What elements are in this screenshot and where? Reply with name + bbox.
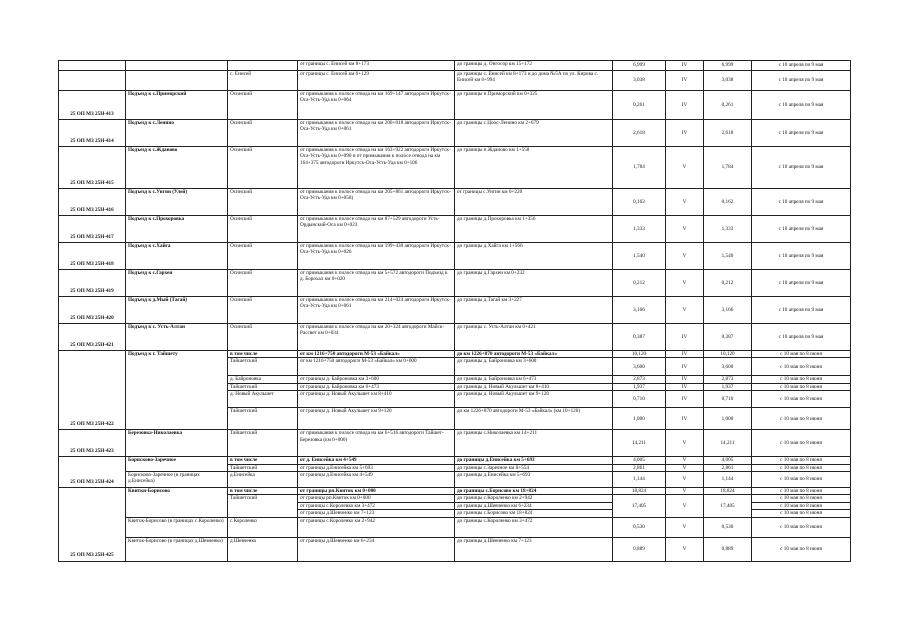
- category-cell: IV: [666, 408, 704, 430]
- category-cell: V: [666, 537, 704, 561]
- restricted-length-cell: 1,784: [704, 147, 752, 189]
- road-name-cell: Подъезд к с.Приморский: [126, 91, 228, 120]
- restricted-length-cell: 14,211: [704, 430, 752, 457]
- district-cell: Осинский: [228, 120, 298, 147]
- road-code-cell: 25 ОП МЗ 25Н-413: [59, 91, 126, 120]
- district-cell: д. Байроновка: [228, 376, 298, 383]
- road-name-cell: Квиток-Борисово (в границах д.Шевченко): [126, 537, 228, 561]
- category-cell: IV: [666, 120, 704, 147]
- road-name-cell: Борисково-Заречное: [126, 457, 228, 472]
- district-cell: Осинский: [228, 147, 298, 189]
- segment-from-cell: от примыкания к полосе отвода на км 169+147 автодороги Иркутск-Оса-Усть-Уда км 0+064: [298, 91, 455, 120]
- category-cell: V: [666, 297, 704, 324]
- category-cell: V: [666, 488, 704, 495]
- segment-from-cell: от примыкания к полосе отвода на км 6+516 автодороги Тайшет-Березовка (км 0+000): [298, 430, 455, 457]
- category-cell: IV: [666, 391, 704, 408]
- road-name-cell: [126, 61, 228, 71]
- restriction-period-cell: с 10 мая по 8 июня: [752, 464, 851, 471]
- restriction-period-cell: с 10 мая по 8 июня: [752, 488, 851, 495]
- table-row: [59, 61, 851, 71]
- segment-to-cell: до границы д. Байроновка км 6+473: [455, 376, 613, 383]
- restriction-period-cell: с 10 апреля по 9 мая: [752, 297, 851, 324]
- segment-from-cell: от границы д.Шевченко км 6+234: [298, 537, 455, 561]
- restricted-length-cell: 4,005: [704, 457, 752, 464]
- segment-from-cell: от примыкания к полосе отвода на км 205+861 автодороги Иркутск-Оса-Усть-Уда км 0+058): [298, 189, 455, 216]
- length-cell: 17,405: [613, 495, 666, 517]
- segment-to-cell: до границы д. Новый Акульшет км 9+120: [455, 391, 613, 408]
- road-code-cell: [59, 71, 126, 91]
- restricted-length-cell: 0,387: [704, 324, 752, 351]
- restricted-length-cell: 3,038: [704, 71, 752, 91]
- segment-to-cell: до границы д.Енисейка км 5+693: [455, 472, 613, 488]
- district-cell: Тайшетский: [228, 383, 298, 390]
- district-cell: Осинский: [228, 91, 298, 120]
- restriction-period-cell: с 10 мая по 8 июня: [752, 408, 851, 430]
- road-code-cell: 25 ОП МЗ 25Н-416: [59, 189, 126, 216]
- restricted-length-cell: 2,618: [704, 120, 752, 147]
- segment-from-cell: от примыкания к полосе отвода на км 199+430 автодороги Иркутск-Оса-Усть-Уда км 0+026: [298, 243, 455, 270]
- restricted-length-cell: 1,540: [704, 243, 752, 270]
- category-cell: IV: [666, 376, 704, 383]
- segment-to-cell: до границы с.Короленко км 3+472: [455, 517, 613, 537]
- segment-from-cell: от границы д.Енисейка км 4+549: [298, 472, 455, 488]
- table-row: [59, 243, 851, 270]
- segment-from-cell: от границы с. Енисей км 6+129: [298, 71, 455, 91]
- restricted-length-cell: 1,937: [704, 383, 752, 390]
- segment-to-cell: до границы д. Байроновка км 3+600: [455, 358, 613, 376]
- district-cell: Осинский: [228, 324, 298, 351]
- length-cell: 4,005: [613, 457, 666, 464]
- road-name-cell: Подъезд к с.Жданово: [126, 147, 228, 189]
- segment-to-cell: до границы д.Шевченко км 7+123: [455, 537, 613, 561]
- segment-from-cell: от границы с.Короленко км 3+472: [298, 502, 455, 509]
- segment-from-cell: от примыкания к полосе отвода на км 200+018 автодороги Иркутск-Оса-Усть-Уда км 0+061: [298, 120, 455, 147]
- segment-from-cell: от границы д.Енисейка км 5+693: [298, 464, 455, 471]
- restricted-length-cell: 6,999: [704, 61, 752, 71]
- district-cell: в том числе: [228, 457, 298, 464]
- segment-from-cell: от границы с.Короленко км 2+942: [298, 517, 455, 537]
- district-cell: Тайшетский: [228, 464, 298, 471]
- table-row: [59, 537, 851, 561]
- segment-to-cell: до границы д. Онгосор км 15+172: [455, 61, 613, 71]
- restriction-period-cell: с 10 апреля по 9 мая: [752, 147, 851, 189]
- road-name-cell: Подъезд к с.Гархен: [126, 270, 228, 297]
- table-row: [59, 147, 851, 189]
- district-cell: Тайшетский: [228, 408, 298, 430]
- table-row: [59, 189, 851, 216]
- restriction-period-cell: с 10 мая по 8 июня: [752, 510, 851, 517]
- segment-from-cell: от примыкания к полосе отвода на км 87+529 автодороги Усть-Ордынский-Оса км 0+023: [298, 216, 455, 243]
- category-cell: V: [666, 464, 704, 471]
- length-cell: 3,600: [613, 358, 666, 376]
- length-cell: 10,120: [613, 351, 666, 358]
- segment-to-cell: до границы с. Енисей км 8+173 и до дома №5А по ул. Кирова с. Енисей км 0+994: [455, 71, 613, 91]
- length-cell: 1,000: [613, 408, 666, 430]
- length-cell: 0,212: [613, 270, 666, 297]
- table-row: [59, 472, 851, 488]
- length-cell: 3,038: [613, 71, 666, 91]
- segment-from-cell: от границы рп.Квиток км 0+000: [298, 495, 455, 502]
- table-row: [59, 120, 851, 147]
- restricted-length-cell: 18,824: [704, 488, 752, 495]
- segment-from-cell: от границы д.Шевченко км 7+123: [298, 510, 455, 517]
- road-name-cell: Квиток-Борисово (в границах с.Короленко): [126, 517, 228, 537]
- district-cell: Осинский: [228, 189, 298, 216]
- restricted-length-cell: 3,166: [704, 297, 752, 324]
- category-cell: V: [666, 495, 704, 517]
- road-name-cell: Подъезд к с.Хайга: [126, 243, 228, 270]
- road-code-cell: 25 ОП МЗ 25Н-421: [59, 324, 126, 351]
- length-cell: 2,618: [613, 120, 666, 147]
- restriction-period-cell: с 10 мая по 8 июня: [752, 391, 851, 408]
- district-cell: в том числе: [228, 488, 298, 495]
- segment-from-cell: от границы с. Енисей км 8+173: [298, 61, 455, 71]
- restriction-period-cell: с 10 мая по 8 июня: [752, 537, 851, 561]
- restricted-length-cell: 3,600: [704, 358, 752, 376]
- road-restrictions-table: [58, 60, 851, 562]
- segment-from-cell: от границы д. Новый Акульшет км 8+410: [298, 391, 455, 408]
- district-cell: Осинский: [228, 297, 298, 324]
- road-name-cell: Подъезд к с.Ленино: [126, 120, 228, 147]
- segment-to-cell: до границы д.Гархен км 0+232: [455, 270, 613, 297]
- segment-from-cell: от км 1216+750 автодороги М-53 «Байкал»: [298, 351, 455, 358]
- restriction-period-cell: с 10 мая по 8 июня: [752, 457, 851, 464]
- restriction-period-cell: с 10 апреля по 9 мая: [752, 324, 851, 351]
- district-cell: Осинский: [228, 216, 298, 243]
- segment-to-cell: до границы с. Усть-Алтан км 0+421: [455, 324, 613, 351]
- length-cell: 3,166: [613, 297, 666, 324]
- length-cell: 0,889: [613, 537, 666, 561]
- segment-to-cell: до границы д.Прохоровка км 1+356: [455, 216, 613, 243]
- restriction-period-cell: с 10 апреля по 9 мая: [752, 243, 851, 270]
- restriction-period-cell: с 10 апреля по 9 мая: [752, 61, 851, 71]
- category-cell: V: [666, 517, 704, 537]
- restricted-length-cell: 10,120: [704, 351, 752, 358]
- length-cell: 18,824: [613, 488, 666, 495]
- table-row: [59, 324, 851, 351]
- district-cell: д.Шевченко: [228, 537, 298, 561]
- segment-to-cell: до границы д. Новый Акульшет км 8+410: [455, 383, 613, 390]
- road-name-cell: Квитки-Борисово: [126, 488, 228, 518]
- district-cell: [228, 61, 298, 71]
- segment-to-cell: до км 1226+870 автодороги М-53 «Байкал»: [455, 351, 613, 358]
- restriction-period-cell: с 10 апреля по 9 мая: [752, 189, 851, 216]
- length-cell: 2,873: [613, 376, 666, 383]
- restricted-length-cell: 0,162: [704, 189, 752, 216]
- segment-to-cell: до км 1226+870 автодороги М-53 «Байкал» (км 10+120): [455, 408, 613, 430]
- category-cell: IV: [666, 324, 704, 351]
- road-name-cell: Подъезд к с.Унгин (Улей): [126, 189, 228, 216]
- road-code-cell: 25 ОП МЗ 25Н-415: [59, 147, 126, 189]
- road-name-cell: Подъезд к г. Тайшету: [126, 351, 228, 430]
- category-cell: V: [666, 270, 704, 297]
- district-cell: Тайшетский: [228, 358, 298, 376]
- table-row: [59, 457, 851, 464]
- table-row: [59, 297, 851, 324]
- restriction-period-cell: с 10 апреля по 9 мая: [752, 270, 851, 297]
- district-cell: д. Новый Акульшет: [228, 391, 298, 408]
- segment-from-cell: от примыкания к полосе отвода на км 5+572 автодороги Подъезд к д. Борохал км 0+020: [298, 270, 455, 297]
- segment-from-cell: от границы рп.Квиток км 0+000: [298, 488, 455, 495]
- road-code-cell: 25 ОП МЗ 25Н-425: [59, 488, 126, 562]
- road-code-cell: 25 ОП МЗ 25Н-424: [59, 457, 126, 488]
- segment-to-cell: до границы с.Борисово км 18+824: [455, 510, 613, 517]
- restricted-length-cell: 0,212: [704, 270, 752, 297]
- road-name-cell: Подъезд к д.Мый (Тагай): [126, 297, 228, 324]
- road-code-cell: [59, 61, 126, 71]
- category-cell: IV: [666, 358, 704, 376]
- road-code-cell: 25 ОП МЗ 25Н-418: [59, 243, 126, 270]
- category-cell: IV: [666, 91, 704, 120]
- length-cell: 0,162: [613, 189, 666, 216]
- district-cell: в том числе: [228, 351, 298, 358]
- district-cell: Тайшетский: [228, 495, 298, 517]
- length-cell: 2,861: [613, 464, 666, 471]
- table-row: [59, 91, 851, 120]
- length-cell: 0,387: [613, 324, 666, 351]
- length-cell: 1,540: [613, 243, 666, 270]
- restriction-period-cell: с 10 апреля по 9 мая: [752, 216, 851, 243]
- category-cell: IV: [666, 71, 704, 91]
- restriction-period-cell: с 10 мая по 8 июня: [752, 430, 851, 457]
- road-name-cell: Подъезд к с.Прохоровка: [126, 216, 228, 243]
- segment-from-cell: от границы д. Новый Акульшет км 9+120: [298, 408, 455, 430]
- segment-to-cell: до границы д.Тагай км 3+227: [455, 297, 613, 324]
- category-cell: V: [666, 430, 704, 457]
- restricted-length-cell: 17,405: [704, 495, 752, 517]
- road-name-cell: Борисково-Заречное (в границах д.Енисейка): [126, 472, 228, 488]
- restriction-period-cell: с 10 мая по 8 июня: [752, 502, 851, 509]
- restricted-length-cell: 2,861: [704, 464, 752, 471]
- restricted-length-cell: 1,144: [704, 472, 752, 488]
- segment-from-cell: от примыкания к полосе отвода на км 20+324 автодороги Майск-Рассвет км 0+034: [298, 324, 455, 351]
- road-code-cell: 25 ОП МЗ 25Н-417: [59, 216, 126, 243]
- segment-to-cell: до границы п.Приморский км 0+325: [455, 91, 613, 120]
- district-cell: Осинский: [228, 243, 298, 270]
- restricted-length-cell: 1,000: [704, 408, 752, 430]
- segment-to-cell: до границы с.Цоос-Ленино км 2+679: [455, 120, 613, 147]
- category-cell: IV: [666, 351, 704, 358]
- road-name-cell: Подъезд к с. Усть-Алтан: [126, 324, 228, 351]
- district-cell: с.Короленко: [228, 517, 298, 537]
- segment-to-cell: до границы д.Хайга км 1+566: [455, 243, 613, 270]
- table-row: [59, 430, 851, 457]
- restriction-period-cell: с 10 мая по 8 июня: [752, 376, 851, 383]
- segment-to-cell: до границы с.Борисово км 18+824: [455, 488, 613, 495]
- restriction-period-cell: с 10 мая по 8 июня: [752, 351, 851, 358]
- restriction-period-cell: с 10 мая по 8 июня: [752, 358, 851, 376]
- road-code-cell: 25 ОП МЗ 25Н-419: [59, 270, 126, 297]
- length-cell: 1,784: [613, 147, 666, 189]
- category-cell: IV: [666, 61, 704, 71]
- table-row: [59, 216, 851, 243]
- length-cell: 1,333: [613, 216, 666, 243]
- segment-to-cell: от границы с.Унгин км 0+220: [455, 189, 613, 216]
- segment-from-cell: от границы д. Байроновка км 6+473: [298, 383, 455, 390]
- length-cell: 6,999: [613, 61, 666, 71]
- segment-from-cell: от км 1216+750 автодороги М-53 «Байкал» км 0+000: [298, 358, 455, 376]
- district-cell: с. Енисей: [228, 71, 298, 91]
- length-cell: 0,530: [613, 517, 666, 537]
- road-code-cell: 25 ОП МЗ 25Н-422: [59, 351, 126, 430]
- segment-from-cell: от примыкания к полосе отвода на км 163+922 автодороги Иркутск-Оса-Усть-Уда км 0+090 и от примыкания к полосе отвода на км 164+375 автодороги Иркутск-Оса-Усть-Уда км 0+106: [298, 147, 455, 189]
- restriction-period-cell: с 10 апреля по 9 мая: [752, 71, 851, 91]
- category-cell: V: [666, 457, 704, 464]
- restricted-length-cell: 2,873: [704, 376, 752, 383]
- restricted-length-cell: 0,530: [704, 517, 752, 537]
- table-row: [59, 488, 851, 495]
- segment-from-cell: от д. Енисейка км 4+549: [298, 457, 455, 464]
- length-cell: 0,261: [613, 91, 666, 120]
- road-name-cell: [126, 71, 228, 91]
- restricted-length-cell: 0,710: [704, 391, 752, 408]
- segment-to-cell: до границы с.Заречное км 8+554: [455, 464, 613, 471]
- length-cell: 0,710: [613, 391, 666, 408]
- road-name-cell: Березовка-Николаевка: [126, 430, 228, 457]
- length-cell: 1,937: [613, 383, 666, 390]
- district-cell: д.Енисейка: [228, 472, 298, 488]
- road-code-cell: 25 ОП МЗ 25Н-420: [59, 297, 126, 324]
- category-cell: V: [666, 189, 704, 216]
- restricted-length-cell: 0,261: [704, 91, 752, 120]
- restriction-period-cell: с 10 мая по 8 июня: [752, 517, 851, 537]
- segment-to-cell: до границы п.Жданово км 1+558: [455, 147, 613, 189]
- table-row: [59, 71, 851, 91]
- category-cell: V: [666, 243, 704, 270]
- restricted-length-cell: 1,333: [704, 216, 752, 243]
- category-cell: V: [666, 147, 704, 189]
- length-cell: 1,144: [613, 472, 666, 488]
- district-cell: Тайшетский: [228, 430, 298, 457]
- road-restrictions-page: [58, 60, 850, 562]
- table-row: [59, 270, 851, 297]
- segment-from-cell: от границы д. Байроновка км 3+600: [298, 376, 455, 383]
- segment-to-cell: до границы с.Короленко км 2+942: [455, 495, 613, 502]
- table-row: [59, 517, 851, 537]
- category-cell: V: [666, 472, 704, 488]
- segment-to-cell: до границы д.Енисейка км 5+693: [455, 457, 613, 464]
- category-cell: V: [666, 216, 704, 243]
- district-cell: Осинский: [228, 270, 298, 297]
- restriction-period-cell: с 10 мая по 8 июня: [752, 495, 851, 502]
- restriction-period-cell: с 10 мая по 8 июня: [752, 383, 851, 390]
- segment-from-cell: от примыкания к полосе отвода на км 214+024 автодороги Иркутск-Оса-Усть-Уда км 0+061: [298, 297, 455, 324]
- restriction-period-cell: с 10 апреля по 9 мая: [752, 120, 851, 147]
- restriction-period-cell: с 10 апреля по 9 мая: [752, 91, 851, 120]
- restriction-period-cell: с 10 мая по 8 июня: [752, 472, 851, 488]
- road-code-cell: 25 ОП МЗ 25Н-414: [59, 120, 126, 147]
- segment-to-cell: до границы д.Шевченко км 6+234: [455, 502, 613, 509]
- length-cell: 14,211: [613, 430, 666, 457]
- restricted-length-cell: 0,889: [704, 537, 752, 561]
- category-cell: IV: [666, 383, 704, 390]
- segment-to-cell: до границы с.Николаевка км 14+211: [455, 430, 613, 457]
- road-code-cell: 25 ОП МЗ 25Н-423: [59, 430, 126, 457]
- table-row: [59, 351, 851, 358]
